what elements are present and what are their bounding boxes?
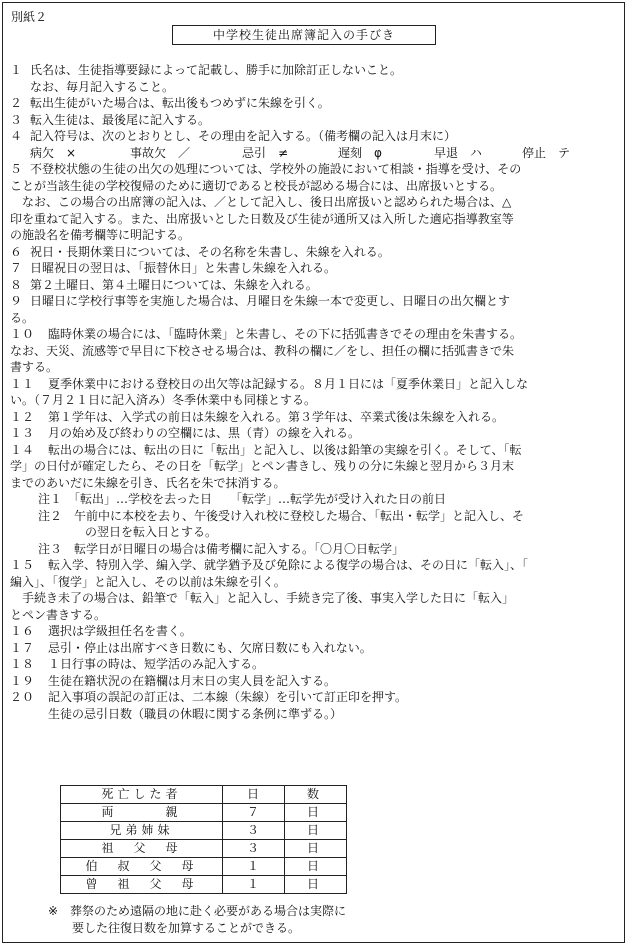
item-text: 印を重ねて記入する。また、出席扱いとした日数及び生徒が通所又は入所した適応指導教室等 (10, 211, 514, 226)
item-number: １６ (10, 624, 35, 638)
item-text: 転入生徒は、最後尾に記入する。 (30, 112, 211, 127)
table-cell-relation: 伯 叔 父 母 (61, 858, 223, 876)
item-text: 生徒の忌引日数（職員の休暇に関する条例に準ずる。） (48, 706, 343, 721)
instruction-item (10, 409, 616, 426)
table-cell-unit: 日 (285, 804, 347, 822)
table-cell-unit: 日 (285, 822, 347, 840)
note-2: 注２ 午前中に本校を去り、午後受け入れ校に登校した場合、「転出・転学」と記入し、そ (38, 508, 525, 523)
item-text: 日曜祝日の翌日は、「振替休日」と朱書し朱線を入れる。 (30, 261, 337, 275)
item-number: １４ (10, 442, 35, 457)
item-continuation (10, 178, 616, 244)
attendance-symbols (10, 145, 616, 162)
instruction-item (10, 244, 616, 261)
item-number: ２ (10, 96, 23, 110)
item-text: 転入学、特別入学、編入学、就学猶予及び免除による復学の場合は、その日に「転入」、「 (48, 558, 529, 572)
item-number: ６ (10, 244, 23, 259)
item-text: とペン書きする。 (10, 607, 107, 622)
instruction-item (10, 326, 616, 343)
item-number: １０ (10, 327, 35, 341)
symbol-sick-absence: 病欠 × (30, 145, 77, 160)
item-number: １５ (10, 558, 35, 572)
item-text: 転出生徒がいた場合は、転出後もつめずに朱線を引く。 (30, 96, 330, 110)
item-text: 第１学年は、入学式の前日は朱線を入れる。第３学年は、卒業式後は朱線を入れる。 (48, 409, 505, 424)
table-header-days: 日 (223, 786, 285, 804)
item-text: １日行事の時は、短学活のみ記入する。 (48, 657, 265, 671)
item-number: １２ (10, 409, 35, 424)
item-number: １１ (10, 376, 35, 391)
item-number: ７ (10, 261, 23, 275)
item-text: 日曜日に学校行事等を実施した場合は、月曜日を朱線一本で変更し、日曜日の出欠欄とす (30, 294, 511, 308)
instruction-item (10, 442, 616, 459)
item-text: 記入事項の誤記の訂正は、二本線（朱線）を引いて訂正印を押す。 (48, 690, 408, 704)
instruction-item (10, 277, 616, 294)
instruction-item (10, 112, 616, 129)
table-cell-days: １ (223, 876, 285, 894)
note-3: 注３ 転学日が日曜日の場合は備考欄に記入する。「〇月〇日転学」 (38, 541, 405, 556)
symbol-accident-absence: 事故欠 ／ (130, 145, 191, 160)
table-cell-relation: 曾 祖 父 母 (61, 876, 223, 894)
item-text: 忌引・停止は出席すべき日数にも、欠席日数にも入れない。 (48, 640, 372, 655)
instruction-item (10, 260, 616, 277)
item-number: ９ (10, 294, 23, 308)
table-header-row (61, 786, 347, 804)
instruction-item (10, 689, 616, 722)
instructions-body (10, 62, 616, 722)
item-text: 編入」、「復学」と記入し、その以前は朱線を引く。 (10, 574, 286, 589)
instruction-item (10, 95, 616, 112)
instruction-item (10, 656, 616, 673)
item-number: ３ (10, 112, 23, 127)
item-text: 学」の日付が確定したら、その日を「転学」とペン書きし、残りの分に朱線と翌月から３月末 (10, 459, 515, 473)
table-cell-days: ３ (223, 840, 285, 858)
instruction-item (10, 640, 616, 657)
item-text: 月の始め及び終わりの空欄には、黒（青）の線を入れる。 (48, 426, 361, 440)
symbol-late: 遅刻 φ (338, 145, 382, 160)
item-text: 手続き未了の場合は、鉛筆で「転入」と記入し、手続き完了後、事実入学した日に「転入」 (10, 591, 515, 605)
footnote (48, 903, 346, 937)
item-text: の施設名を備考欄等に明記する。 (10, 228, 191, 242)
item-number: ８ (10, 277, 23, 292)
item-text: 氏名は、生徒指導要録によって記載し、勝手に加除訂正しないこと。 (30, 63, 403, 77)
item-number: １７ (10, 640, 35, 655)
item-number: １８ (10, 657, 35, 671)
instruction-item (10, 62, 616, 95)
annex-label: 別紙２ (11, 10, 48, 24)
bereavement-days-table (60, 785, 347, 894)
table-cell-days: ３ (223, 822, 285, 840)
footnote-line: 要した往復日数を加算することができる。 (48, 921, 301, 935)
item-text: 祝日・長期休業日については、その名称を朱書し、朱線を入れる。 (30, 244, 390, 259)
instruction-item (10, 161, 616, 178)
instruction-item (10, 376, 616, 393)
instruction-item (10, 557, 616, 574)
item-number: １３ (10, 426, 35, 440)
item-number: ４ (10, 129, 23, 143)
item-number: １ (10, 63, 23, 77)
symbol-early-leave: 早退 ハ (434, 145, 483, 160)
item-text: 第２土曜日、第４土曜日については、朱線を入れる。 (30, 277, 318, 292)
table-cell-relation: 祖 父 母 (61, 840, 223, 858)
instruction-item (10, 425, 616, 442)
item-text: ことが当該生徒の学校復帰のために適切であると校長が認める場合には、出席扱いとする。 (10, 178, 503, 193)
table-row (61, 822, 347, 840)
item-text: 転出の場合には、転出の日に「転出」と記入し、以後は鉛筆の実線を引く。そして、「転 (48, 442, 522, 457)
table-row (61, 876, 347, 894)
item-text: までのあいだに朱線を引き、氏名を朱で抹消する。 (10, 475, 286, 490)
item-text: 臨時休業の場合には、「臨時休業」と朱書し、その下に括弧書きでその理由を朱書する。 (48, 327, 523, 341)
note-2-continuation: の翌日を転入日とする。 (85, 525, 218, 539)
table-cell-unit: 日 (285, 840, 347, 858)
item-text: 生徒在籍状況の在籍欄は月末日の実人員を記入する。 (48, 673, 337, 688)
symbol-suspension: 停止 テ (522, 145, 571, 160)
instruction-item (10, 673, 616, 690)
table-cell-unit: 日 (285, 858, 347, 876)
symbol-bereavement: 忌引 ≠ (242, 145, 289, 160)
item-number: ５ (10, 162, 23, 176)
document-title: 中学校生徒出席簿記入の手びき (172, 25, 436, 45)
table-row (61, 804, 347, 822)
table-header-deceased: 死亡した者 (61, 786, 223, 804)
item-text: 選択は学級担任名を書く。 (48, 624, 192, 638)
item-text: なお、天災、流感等で早目に下校させる場合は、教科の欄に／をし、担任の欄に括弧書きで朱 (10, 343, 515, 358)
instruction-item (10, 623, 616, 640)
item-number: １９ (10, 673, 35, 688)
table-cell-relation: 兄弟姉妹 (61, 822, 223, 840)
item-number: ２０ (10, 690, 35, 704)
table-header-count: 数 (285, 786, 347, 804)
table-cell-days: １ (223, 858, 285, 876)
item-text: なお、毎月記入すること。 (30, 79, 175, 94)
footnote-line: ※ 葬祭のため遠隔の地に赴く必要がある場合は実際に (48, 904, 347, 918)
item-text: 記入符号は、次のとおりとし、その理由を記入する。（備考欄の記入は月末に） (30, 129, 457, 143)
item-text: 書する。 (10, 360, 59, 374)
instruction-item (10, 128, 616, 145)
table-row (61, 858, 347, 876)
item-text: 不登校状態の生徒の出欠の処理については、学校外の施設において相談・指導を受け、その (30, 162, 522, 176)
item-text: 夏季休業中における登校日の出欠等は記録する。８月１日には「夏季休業日」と記入しな (48, 376, 529, 391)
note-1: 注１ 「転出」…学校を去った日 「転学」…転学先が受け入れた日の前日 (38, 492, 447, 506)
item-text: なお、この場合の出席簿の記入は、／として記入し、後日出席扱いと認められた場合は、△ (10, 195, 512, 209)
table-cell-unit: 日 (285, 876, 347, 894)
instruction-item (10, 293, 616, 310)
table-cell-days: ７ (223, 804, 285, 822)
item-text: い。（７月２１日に記入済み）冬季休業中も同様とする。 (10, 393, 317, 407)
item-text: る。 (10, 310, 35, 325)
table-row (61, 840, 347, 858)
table-cell-relation: 両 親 (61, 804, 223, 822)
